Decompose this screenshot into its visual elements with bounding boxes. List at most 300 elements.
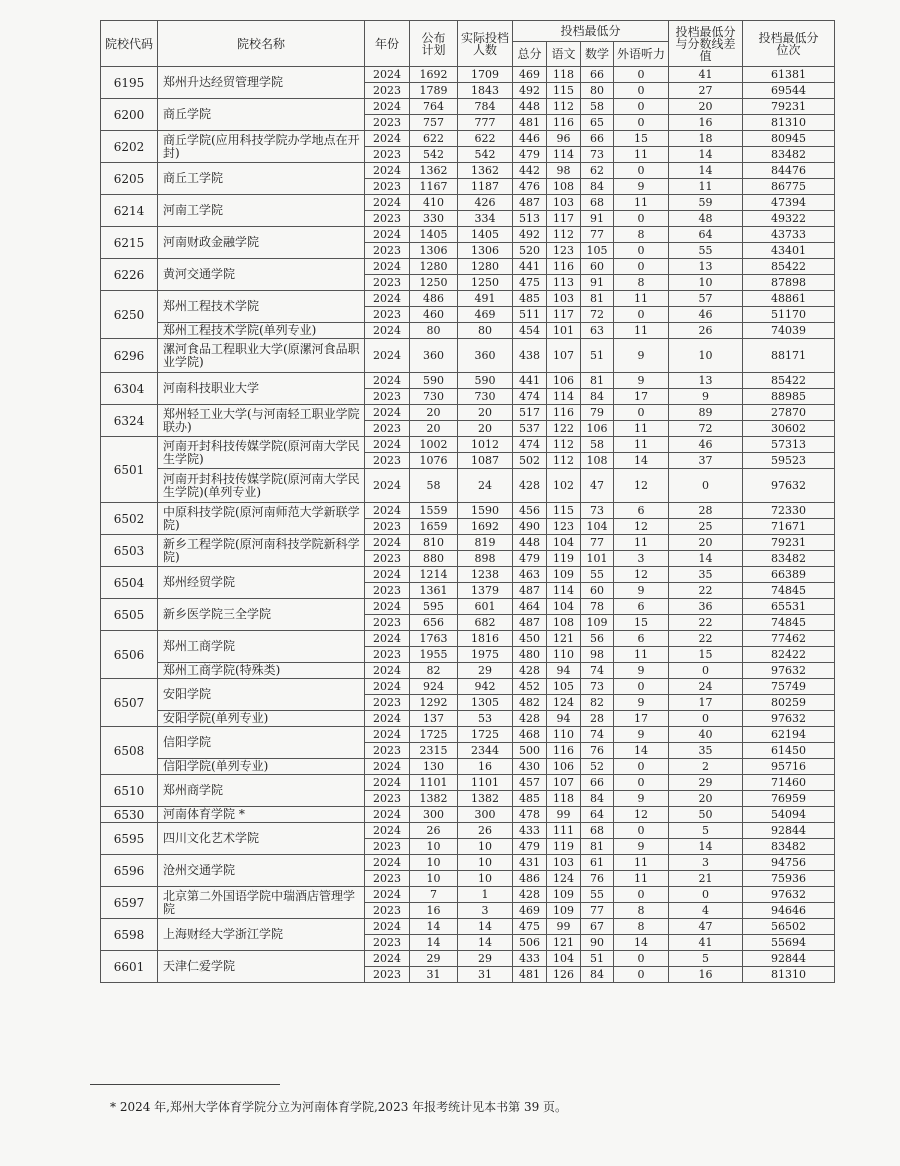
- cell-math: 79: [581, 405, 614, 421]
- cell-year: 2024: [365, 323, 410, 339]
- cell-chinese: 126: [547, 967, 581, 983]
- cell-chinese: 101: [547, 323, 581, 339]
- cell-rank: 80259: [743, 695, 835, 711]
- cell-listening: 3: [614, 551, 669, 567]
- cell-chinese: 104: [547, 599, 581, 615]
- cell-rank: 94646: [743, 903, 835, 919]
- cell-plan: 29: [410, 951, 458, 967]
- cell-plan: 880: [410, 551, 458, 567]
- cell-code: 6250: [101, 291, 158, 339]
- cell-chinese: 94: [547, 663, 581, 679]
- cell-total: 474: [513, 437, 547, 453]
- cell-name: 漯河食品工程职业大学(原漯河食品职业学院): [158, 339, 365, 373]
- cell-year: 2023: [365, 839, 410, 855]
- cell-diff: 24: [669, 679, 743, 695]
- cell-diff: 2: [669, 759, 743, 775]
- cell-math: 55: [581, 567, 614, 583]
- cell-year: 2024: [365, 163, 410, 179]
- cell-diff: 5: [669, 823, 743, 839]
- cell-plan: 757: [410, 115, 458, 131]
- cell-total: 487: [513, 615, 547, 631]
- cell-plan: 330: [410, 211, 458, 227]
- cell-listening: 0: [614, 243, 669, 259]
- cell-total: 479: [513, 839, 547, 855]
- table-row: [101, 951, 835, 967]
- cell-code: 6215: [101, 227, 158, 259]
- cell-chinese: 108: [547, 615, 581, 631]
- cell-diff: 46: [669, 437, 743, 453]
- cell-total: 482: [513, 695, 547, 711]
- cell-rank: 97632: [743, 469, 835, 503]
- table-body: [101, 67, 835, 983]
- cell-actual: 334: [458, 211, 513, 227]
- cell-name: 黄河交通学院: [158, 259, 365, 291]
- cell-diff: 48: [669, 211, 743, 227]
- cell-total: 502: [513, 453, 547, 469]
- cell-plan: 20: [410, 405, 458, 421]
- cell-rank: 75936: [743, 871, 835, 887]
- cell-rank: 49322: [743, 211, 835, 227]
- cell-chinese: 112: [547, 437, 581, 453]
- cell-rank: 59523: [743, 453, 835, 469]
- cell-math: 105: [581, 243, 614, 259]
- cell-actual: 730: [458, 389, 513, 405]
- cell-plan: 542: [410, 147, 458, 163]
- cell-math: 66: [581, 67, 614, 83]
- cell-name: 信阳学院(单列专业): [158, 759, 365, 775]
- cell-math: 52: [581, 759, 614, 775]
- cell-diff: 26: [669, 323, 743, 339]
- cell-name: 郑州商学院: [158, 775, 365, 807]
- table-row: [101, 99, 835, 115]
- cell-plan: 410: [410, 195, 458, 211]
- cell-code: 6596: [101, 855, 158, 887]
- cell-math: 67: [581, 919, 614, 935]
- cell-actual: 2344: [458, 743, 513, 759]
- table-row: [101, 291, 835, 307]
- cell-listening: 6: [614, 503, 669, 519]
- table-row: [101, 339, 835, 373]
- cell-listening: 9: [614, 373, 669, 389]
- cell-actual: 1590: [458, 503, 513, 519]
- cell-total: 430: [513, 759, 547, 775]
- cell-math: 51: [581, 339, 614, 373]
- cell-plan: 31: [410, 967, 458, 983]
- cell-actual: 29: [458, 663, 513, 679]
- cell-plan: 10: [410, 839, 458, 855]
- cell-actual: 80: [458, 323, 513, 339]
- cell-name: 河南科技职业大学: [158, 373, 365, 405]
- cell-total: 490: [513, 519, 547, 535]
- cell-total: 487: [513, 195, 547, 211]
- cell-actual: 1362: [458, 163, 513, 179]
- cell-chinese: 98: [547, 163, 581, 179]
- cell-rank: 86775: [743, 179, 835, 195]
- cell-listening: 17: [614, 711, 669, 727]
- cell-name: 郑州升达经贸管理学院: [158, 67, 365, 99]
- table-header: [101, 21, 835, 67]
- cell-total: 479: [513, 147, 547, 163]
- cell-actual: 1305: [458, 695, 513, 711]
- cell-name: 郑州经贸学院: [158, 567, 365, 599]
- cell-name: 河南开封科技传媒学院(原河南大学民生学院): [158, 437, 365, 469]
- cell-rank: 74845: [743, 615, 835, 631]
- cell-name: 河南体育学院 *: [158, 807, 365, 823]
- cell-actual: 1816: [458, 631, 513, 647]
- cell-diff: 5: [669, 951, 743, 967]
- cell-total: 492: [513, 227, 547, 243]
- cell-chinese: 107: [547, 775, 581, 791]
- cell-plan: 810: [410, 535, 458, 551]
- cell-plan: 1214: [410, 567, 458, 583]
- cell-diff: 47: [669, 919, 743, 935]
- cell-rank: 51170: [743, 307, 835, 323]
- cell-actual: 491: [458, 291, 513, 307]
- table-row: [101, 469, 835, 503]
- cell-year: 2024: [365, 373, 410, 389]
- cell-listening: 12: [614, 807, 669, 823]
- cell-year: 2023: [365, 389, 410, 405]
- cell-chinese: 111: [547, 823, 581, 839]
- cell-actual: 777: [458, 115, 513, 131]
- cell-total: 474: [513, 389, 547, 405]
- cell-listening: 11: [614, 147, 669, 163]
- cell-plan: 1306: [410, 243, 458, 259]
- cell-chinese: 103: [547, 195, 581, 211]
- cell-plan: 1789: [410, 83, 458, 99]
- cell-diff: 22: [669, 615, 743, 631]
- cell-year: 2024: [365, 405, 410, 421]
- cell-total: 431: [513, 855, 547, 871]
- cell-total: 446: [513, 131, 547, 147]
- cell-year: 2023: [365, 519, 410, 535]
- cell-chinese: 108: [547, 179, 581, 195]
- cell-chinese: 119: [547, 839, 581, 855]
- cell-listening: 11: [614, 421, 669, 437]
- cell-code: 6595: [101, 823, 158, 855]
- cell-actual: 1101: [458, 775, 513, 791]
- cell-total: 464: [513, 599, 547, 615]
- cell-year: 2023: [365, 935, 410, 951]
- cell-code: 6506: [101, 631, 158, 679]
- cell-rank: 97632: [743, 663, 835, 679]
- cell-chinese: 124: [547, 695, 581, 711]
- cell-total: 487: [513, 583, 547, 599]
- cell-listening: 0: [614, 775, 669, 791]
- cell-plan: 1280: [410, 259, 458, 275]
- cell-code: 6504: [101, 567, 158, 599]
- cell-year: 2023: [365, 743, 410, 759]
- cell-chinese: 104: [547, 535, 581, 551]
- cell-diff: 40: [669, 727, 743, 743]
- cell-rank: 95716: [743, 759, 835, 775]
- table-row: [101, 567, 835, 583]
- cell-code: 6304: [101, 373, 158, 405]
- cell-code: 6503: [101, 535, 158, 567]
- table-row: [101, 373, 835, 389]
- cell-total: 485: [513, 791, 547, 807]
- cell-diff: 3: [669, 855, 743, 871]
- cell-rank: 77462: [743, 631, 835, 647]
- cell-math: 81: [581, 373, 614, 389]
- cell-rank: 88171: [743, 339, 835, 373]
- cell-diff: 20: [669, 535, 743, 551]
- table-row: [101, 855, 835, 871]
- cell-math: 66: [581, 131, 614, 147]
- cell-actual: 3: [458, 903, 513, 919]
- cell-listening: 9: [614, 695, 669, 711]
- cell-rank: 81310: [743, 115, 835, 131]
- cell-plan: 1559: [410, 503, 458, 519]
- cell-rank: 69544: [743, 83, 835, 99]
- cell-listening: 8: [614, 227, 669, 243]
- cell-year: 2024: [365, 727, 410, 743]
- header-diff: 投档最低分 与分数线差值: [669, 21, 743, 67]
- cell-total: 428: [513, 469, 547, 503]
- cell-rank: 71671: [743, 519, 835, 535]
- cell-diff: 18: [669, 131, 743, 147]
- cell-total: 486: [513, 871, 547, 887]
- cell-math: 73: [581, 503, 614, 519]
- cell-total: 513: [513, 211, 547, 227]
- header-min-score-group: 投档最低分: [513, 21, 669, 42]
- cell-code: 6501: [101, 437, 158, 503]
- header-total: 总分: [513, 42, 547, 67]
- cell-listening: 0: [614, 83, 669, 99]
- cell-name: 中原科技学院(原河南师范大学新联学院): [158, 503, 365, 535]
- cell-actual: 1087: [458, 453, 513, 469]
- cell-chinese: 118: [547, 791, 581, 807]
- cell-rank: 88985: [743, 389, 835, 405]
- cell-plan: 14: [410, 935, 458, 951]
- cell-math: 91: [581, 275, 614, 291]
- cell-plan: 80: [410, 323, 458, 339]
- cell-plan: 656: [410, 615, 458, 631]
- cell-plan: 300: [410, 807, 458, 823]
- cell-name: 河南开封科技传媒学院(原河南大学民生学院)(单列专业): [158, 469, 365, 503]
- cell-year: 2023: [365, 551, 410, 567]
- cell-total: 479: [513, 551, 547, 567]
- cell-math: 61: [581, 855, 614, 871]
- table-row: [101, 535, 835, 551]
- cell-listening: 0: [614, 679, 669, 695]
- cell-year: 2024: [365, 131, 410, 147]
- cell-math: 56: [581, 631, 614, 647]
- cell-year: 2024: [365, 711, 410, 727]
- cell-total: 441: [513, 259, 547, 275]
- cell-chinese: 116: [547, 405, 581, 421]
- table-row: [101, 503, 835, 519]
- cell-diff: 16: [669, 115, 743, 131]
- cell-rank: 79231: [743, 535, 835, 551]
- cell-diff: 0: [669, 887, 743, 903]
- cell-actual: 1975: [458, 647, 513, 663]
- cell-math: 47: [581, 469, 614, 503]
- cell-rank: 81310: [743, 967, 835, 983]
- cell-year: 2024: [365, 567, 410, 583]
- cell-listening: 0: [614, 115, 669, 131]
- cell-rank: 92844: [743, 823, 835, 839]
- cell-year: 2023: [365, 453, 410, 469]
- cell-rank: 82422: [743, 647, 835, 663]
- cell-listening: 8: [614, 903, 669, 919]
- cell-rank: 48861: [743, 291, 835, 307]
- cell-listening: 11: [614, 195, 669, 211]
- cell-listening: 12: [614, 567, 669, 583]
- cell-total: 448: [513, 99, 547, 115]
- cell-math: 63: [581, 323, 614, 339]
- cell-math: 98: [581, 647, 614, 663]
- cell-math: 74: [581, 727, 614, 743]
- cell-listening: 9: [614, 583, 669, 599]
- cell-math: 58: [581, 437, 614, 453]
- cell-code: 6598: [101, 919, 158, 951]
- cell-total: 481: [513, 115, 547, 131]
- cell-chinese: 109: [547, 887, 581, 903]
- header-plan: 公布 计划: [410, 21, 458, 67]
- cell-actual: 10: [458, 871, 513, 887]
- cell-year: 2024: [365, 663, 410, 679]
- cell-actual: 1692: [458, 519, 513, 535]
- cell-code: 6597: [101, 887, 158, 919]
- cell-actual: 601: [458, 599, 513, 615]
- cell-rank: 27870: [743, 405, 835, 421]
- cell-math: 77: [581, 227, 614, 243]
- cell-diff: 14: [669, 147, 743, 163]
- cell-math: 64: [581, 807, 614, 823]
- cell-chinese: 121: [547, 631, 581, 647]
- cell-year: 2024: [365, 535, 410, 551]
- cell-year: 2023: [365, 791, 410, 807]
- cell-chinese: 102: [547, 469, 581, 503]
- cell-actual: 29: [458, 951, 513, 967]
- cell-rank: 61381: [743, 67, 835, 83]
- table-row: [101, 163, 835, 179]
- cell-diff: 59: [669, 195, 743, 211]
- cell-actual: 20: [458, 421, 513, 437]
- cell-diff: 50: [669, 807, 743, 823]
- cell-actual: 24: [458, 469, 513, 503]
- cell-listening: 11: [614, 437, 669, 453]
- cell-actual: 26: [458, 823, 513, 839]
- cell-year: 2023: [365, 421, 410, 437]
- cell-plan: 1002: [410, 437, 458, 453]
- cell-chinese: 123: [547, 519, 581, 535]
- cell-listening: 8: [614, 275, 669, 291]
- cell-chinese: 99: [547, 919, 581, 935]
- cell-total: 475: [513, 919, 547, 935]
- cell-actual: 1280: [458, 259, 513, 275]
- cell-rank: 92844: [743, 951, 835, 967]
- cell-diff: 89: [669, 405, 743, 421]
- cell-math: 58: [581, 99, 614, 115]
- cell-total: 433: [513, 823, 547, 839]
- cell-year: 2023: [365, 695, 410, 711]
- cell-total: 428: [513, 711, 547, 727]
- cell-chinese: 106: [547, 759, 581, 775]
- cell-rank: 72330: [743, 503, 835, 519]
- cell-code: 6507: [101, 679, 158, 727]
- cell-actual: 1843: [458, 83, 513, 99]
- cell-math: 84: [581, 389, 614, 405]
- cell-rank: 97632: [743, 711, 835, 727]
- cell-year: 2024: [365, 291, 410, 307]
- cell-year: 2024: [365, 469, 410, 503]
- cell-listening: 17: [614, 389, 669, 405]
- cell-listening: 15: [614, 131, 669, 147]
- cell-diff: 0: [669, 711, 743, 727]
- cell-actual: 1012: [458, 437, 513, 453]
- table-row: [101, 631, 835, 647]
- cell-actual: 542: [458, 147, 513, 163]
- cell-plan: 10: [410, 871, 458, 887]
- cell-plan: 14: [410, 919, 458, 935]
- cell-diff: 55: [669, 243, 743, 259]
- cell-year: 2023: [365, 275, 410, 291]
- cell-rank: 66389: [743, 567, 835, 583]
- cell-year: 2023: [365, 179, 410, 195]
- cell-plan: 360: [410, 339, 458, 373]
- cell-math: 90: [581, 935, 614, 951]
- cell-year: 2024: [365, 437, 410, 453]
- cell-actual: 1306: [458, 243, 513, 259]
- table-row: [101, 759, 835, 775]
- cell-diff: 10: [669, 275, 743, 291]
- cell-plan: 924: [410, 679, 458, 695]
- cell-diff: 29: [669, 775, 743, 791]
- cell-chinese: 99: [547, 807, 581, 823]
- cell-actual: 1382: [458, 791, 513, 807]
- cell-rank: 79231: [743, 99, 835, 115]
- cell-listening: 0: [614, 951, 669, 967]
- table-row: [101, 727, 835, 743]
- cell-year: 2024: [365, 195, 410, 211]
- cell-rank: 74845: [743, 583, 835, 599]
- cell-chinese: 104: [547, 951, 581, 967]
- cell-chinese: 116: [547, 259, 581, 275]
- table-row: [101, 131, 835, 147]
- cell-name: 安阳学院: [158, 679, 365, 711]
- cell-diff: 27: [669, 83, 743, 99]
- cell-actual: 784: [458, 99, 513, 115]
- cell-math: 51: [581, 951, 614, 967]
- cell-diff: 0: [669, 469, 743, 503]
- cell-year: 2023: [365, 871, 410, 887]
- cell-diff: 20: [669, 791, 743, 807]
- footnote: * 2024 年,郑州大学体育学院分立为河南体育学院,2023 年报考统计见本书第 39 页。: [110, 1100, 568, 1114]
- cell-actual: 20: [458, 405, 513, 421]
- cell-diff: 35: [669, 743, 743, 759]
- cell-math: 73: [581, 147, 614, 163]
- cell-rank: 55694: [743, 935, 835, 951]
- cell-diff: 21: [669, 871, 743, 887]
- cell-listening: 14: [614, 935, 669, 951]
- cell-chinese: 109: [547, 903, 581, 919]
- cell-diff: 25: [669, 519, 743, 535]
- cell-rank: 83482: [743, 839, 835, 855]
- cell-plan: 7: [410, 887, 458, 903]
- cell-total: 454: [513, 323, 547, 339]
- cell-listening: 0: [614, 211, 669, 227]
- cell-year: 2024: [365, 503, 410, 519]
- cell-math: 81: [581, 839, 614, 855]
- cell-math: 55: [581, 887, 614, 903]
- cell-actual: 10: [458, 855, 513, 871]
- cell-plan: 1101: [410, 775, 458, 791]
- cell-diff: 35: [669, 567, 743, 583]
- cell-actual: 14: [458, 935, 513, 951]
- cell-math: 66: [581, 775, 614, 791]
